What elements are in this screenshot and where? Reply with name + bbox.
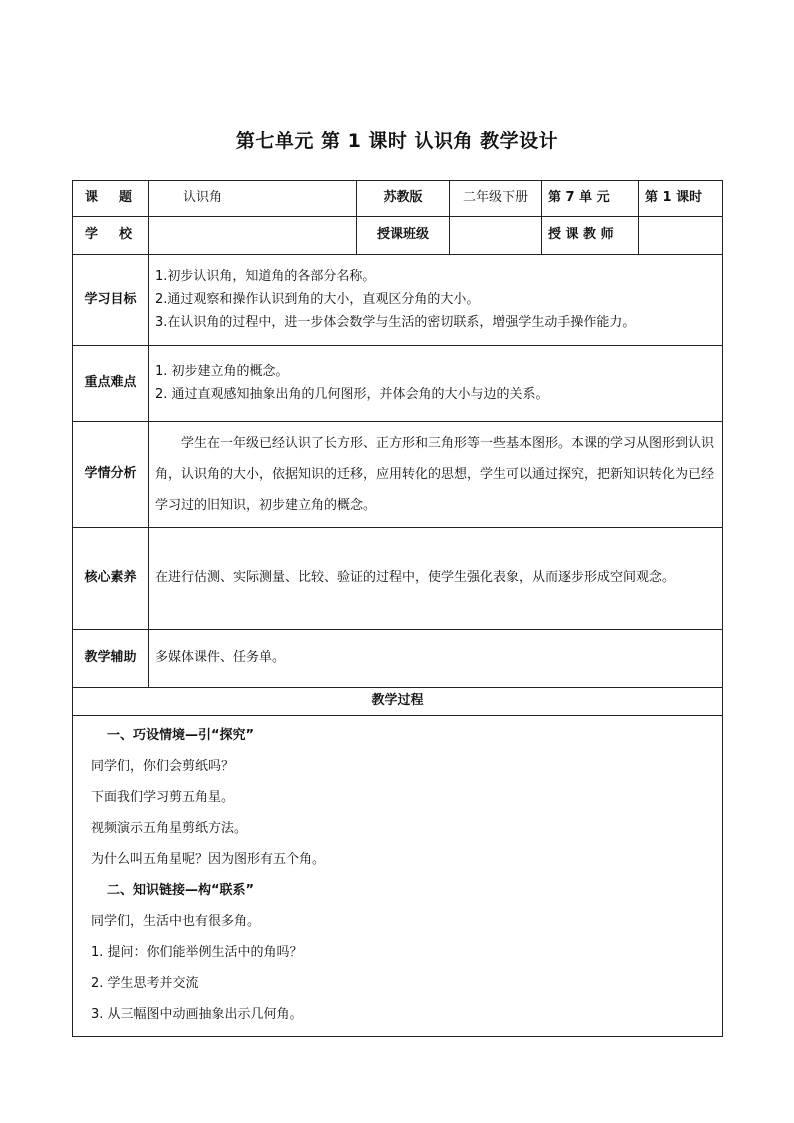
process-heading: 一、巧设情境—引“探究”: [107, 728, 255, 743]
topic-value: 认识角: [149, 181, 357, 217]
aids-label: 教学辅助: [73, 630, 149, 688]
goal-item: 2.通过观察和操作认识到角的大小，直观区分角的大小。: [155, 291, 480, 307]
process-content: [73, 716, 723, 1037]
literacy-row: [73, 528, 723, 630]
publisher-cell: 苏教版: [357, 181, 450, 217]
header-row-school: [73, 217, 723, 255]
key-points-content: [149, 346, 723, 422]
process-line: 视频演示五角星剪纸方法。: [91, 821, 248, 836]
goals-label: 学习目标: [73, 255, 149, 346]
analysis-text: 学生在一年级已经认识了长方形、正方形和三角形等一些基本图形。本课的学习从图形到认识角，认识角的大小，依据知识的迁移，应用转化的思想，学生可以通过探究，把新知识转化为已经学习过的旧知识，初步建立角的概念。: [155, 436, 715, 513]
process-line: 下面我们学习剪五角星。: [91, 790, 235, 805]
analysis-row: [73, 422, 723, 528]
class-value: [450, 217, 542, 255]
aids-text: 多媒体课件、任务单。: [149, 630, 723, 688]
process-line: 同学们，你们会剪纸吗？: [91, 759, 235, 774]
analysis-label: 学情分析: [73, 422, 149, 528]
topic-label: 课 题: [73, 181, 149, 217]
goals-content: [149, 255, 723, 346]
key-point-item: 2. 通过直观感知抽象出角的几何图形，并体会角的大小与边的关系。: [155, 387, 549, 402]
class-label: 授课班级: [357, 217, 450, 255]
process-line: 3. 从三幅图中动画抽象出示几何角。: [91, 1007, 303, 1022]
process-row: [73, 716, 723, 1037]
goals-row: [73, 255, 723, 346]
key-point-item: 1. 初步建立角的概念。: [155, 363, 289, 379]
analysis-content: [149, 422, 723, 528]
goal-item: 1.初步认识角，知道角的各部分名称。: [155, 268, 376, 284]
teacher-value: [639, 217, 723, 255]
lesson-plan-table: [72, 180, 723, 1037]
grade-cell: 二年级下册: [450, 181, 542, 217]
literacy-label: 核心素养: [73, 528, 149, 630]
process-title: 教学过程: [73, 688, 723, 716]
literacy-text: 在进行估测、实际测量、比较、验证的过程中，使学生强化表象，从而逐步形成空间观念。: [149, 528, 723, 630]
process-heading: 二、知识链接—构“联系”: [107, 883, 255, 898]
process-line: 为什么叫五角星呢？因为图形有五个角。: [91, 852, 326, 867]
unit-cell: 第 7 单 元: [542, 181, 639, 217]
goal-item: 3.在认识角的过程中，进一步体会数学与生活的密切联系，增强学生动手操作能力。: [155, 315, 636, 331]
key-points-row: [73, 346, 723, 422]
lesson-cell: 第 1 课时: [639, 181, 723, 217]
key-points-label: 重点难点: [73, 346, 149, 422]
process-line: 同学们，生活中也有很多角。: [91, 914, 261, 929]
header-row-topic: [73, 181, 723, 217]
process-line: 1. 提问：你们能举例生活中的角吗？: [91, 945, 303, 960]
school-label: 学 校: [73, 217, 149, 255]
school-value: [149, 217, 357, 255]
process-title-row: [73, 688, 723, 716]
process-line: 2. 学生思考并交流: [91, 976, 199, 991]
teacher-label: 授 课 教 师: [542, 217, 639, 255]
page-title: 第七单元 第 1 课时 认识角 教学设计: [235, 130, 559, 152]
aids-row: [73, 630, 723, 688]
